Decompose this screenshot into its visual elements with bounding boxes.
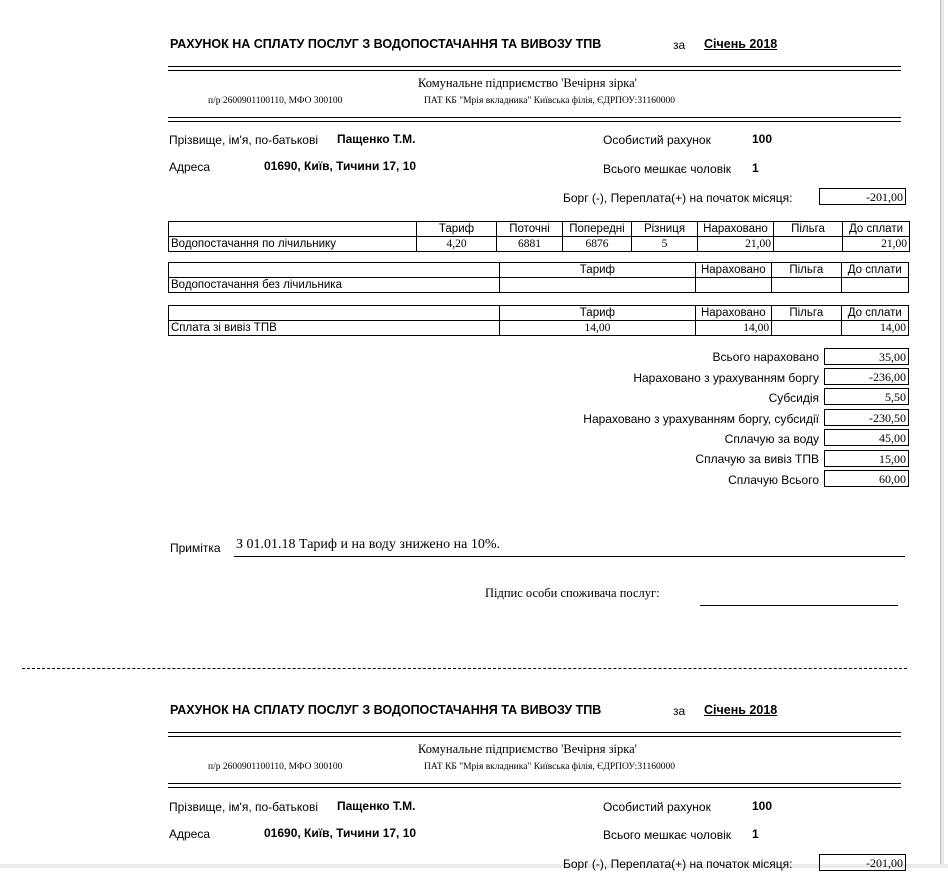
total-label: Сплачую за воду: [724, 432, 819, 446]
company-name: Комунальне підприємство 'Вечірня зірка': [418, 76, 637, 90]
page-right-edge: [940, 0, 944, 868]
total-label: Всього нараховано: [712, 350, 819, 364]
total-value: -236,00: [824, 368, 909, 385]
period-prefix: за: [673, 38, 686, 52]
col-tariff: Тариф: [500, 306, 695, 321]
benefit-value: [774, 237, 843, 252]
account-label: Особистий рахунок: [603, 133, 711, 147]
total-label: Сплачую Всього: [728, 473, 819, 487]
bank-name: ПАТ КБ "Мрія вкладника" Київська філія, ЄДРПОУ:31160000: [424, 762, 675, 772]
customer-address: 01690, Київ, Тичини 17, 10: [264, 826, 417, 840]
col-diff: Різниця: [632, 222, 698, 237]
company-rule-bottom: [168, 787, 901, 788]
charged-value: 21,00: [698, 237, 774, 252]
note-label: Примітка: [170, 541, 221, 555]
previous-reading: 6876: [563, 237, 632, 252]
residents-count: 1: [752, 827, 759, 841]
table-row: [169, 321, 909, 336]
debt-value: -201,00: [819, 188, 906, 205]
company-rule-top: [168, 783, 901, 784]
table-row: [169, 237, 910, 252]
total-label: Нараховано з урахуванням боргу: [633, 371, 819, 385]
col-charged: Нараховано: [695, 263, 772, 278]
customer-address: 01690, Київ, Тичини 17, 10: [264, 159, 417, 173]
benefit-value: [772, 278, 841, 293]
bank-account: п/р 2600901100110, МФО 300100: [208, 96, 343, 106]
col-to-pay: До сплати: [841, 306, 908, 321]
debt-label: Борг (-), Переплата(+) на початок місяця:: [563, 857, 793, 871]
period-prefix: за: [673, 704, 686, 718]
total-label: Сплачую за вивіз ТПВ: [695, 452, 819, 466]
water-meter-table: [168, 221, 910, 252]
reading-diff: 5: [632, 237, 698, 252]
company-rule-bottom: [168, 121, 901, 122]
tariff-value: 4,20: [417, 237, 497, 252]
service-name: Водопостачання по лічильнику: [169, 237, 417, 252]
debt-value: -201,00: [819, 854, 906, 871]
signature-line: [700, 605, 898, 606]
account-number: 100: [752, 132, 773, 146]
header-rule-bottom: [168, 736, 901, 737]
header-rule-top: [168, 732, 901, 733]
col-to-pay: До сплати: [841, 263, 908, 278]
benefit-value: [772, 321, 841, 336]
total-value: 5,50: [824, 388, 909, 405]
customer-name: Пащенко Т.М.: [337, 799, 416, 813]
col-to-pay: До сплати: [843, 222, 910, 237]
tariff-value: [500, 278, 695, 293]
residents-count: 1: [752, 161, 759, 175]
col-tariff: Тариф: [500, 263, 695, 278]
page-bottom-edge: [0, 864, 948, 868]
residents-label: Всього мешкає чоловік: [603, 162, 732, 176]
total-value: 35,00: [824, 348, 909, 365]
header-rule-top: [168, 66, 901, 67]
total-label: Нараховано з урахуванням боргу, субсидії: [583, 412, 819, 426]
to-pay-value: 14,00: [841, 321, 908, 336]
account-number: 100: [752, 799, 773, 813]
col-charged: Нараховано: [698, 222, 774, 237]
address-label: Адреса: [169, 827, 211, 841]
current-reading: 6881: [497, 237, 563, 252]
total-value: 15,00: [824, 450, 909, 467]
total-value: 45,00: [824, 429, 909, 446]
col-tariff: Тариф: [417, 222, 497, 237]
charged-value: [695, 278, 772, 293]
cut-line: [22, 668, 907, 669]
col-previous: Попередні: [563, 222, 632, 237]
to-pay-value: 21,00: [843, 237, 910, 252]
tariff-value: 14,00: [500, 321, 695, 336]
debt-label: Борг (-), Переплата(+) на початок місяця:: [563, 191, 793, 205]
invoice-title: РАХУНОК НА СПЛАТУ ПОСЛУГ З ВОДОПОСТАЧАННЯ ТА ВИВОЗУ ТПВ: [170, 703, 602, 717]
col-benefit: Пільга: [774, 222, 843, 237]
col-benefit: Пільга: [772, 306, 841, 321]
billing-month: Січень 2018: [704, 37, 778, 51]
account-label: Особистий рахунок: [603, 800, 711, 814]
total-value: 60,00: [824, 470, 909, 487]
residents-label: Всього мешкає чоловік: [603, 828, 732, 842]
address-label: Адреса: [169, 160, 211, 174]
charged-value: 14,00: [695, 321, 772, 336]
service-name: Сплата зі вивіз ТПВ: [169, 321, 500, 336]
service-name: Водопостачання без лічильника: [169, 278, 500, 293]
signature-label: Підпис особи споживача послуг:: [485, 586, 660, 600]
company-rule-top: [168, 117, 901, 118]
header-rule-bottom: [168, 70, 901, 71]
note-underline: [234, 556, 905, 557]
col-current: Поточні: [497, 222, 563, 237]
name-label: Прізвище, ім'я, по-батькові: [169, 800, 319, 814]
billing-month: Січень 2018: [704, 703, 778, 717]
note-text: З 01.01.18 Тариф и на воду знижено на 10%.: [236, 537, 501, 552]
table-header-row: [169, 222, 910, 237]
table-header-row: [169, 263, 909, 278]
table-row: [169, 278, 909, 293]
total-value: -230,50: [824, 409, 909, 426]
water-nometer-table: [168, 262, 909, 293]
customer-name: Пащенко Т.М.: [337, 132, 416, 146]
table-header-row: [169, 306, 909, 321]
company-name: Комунальне підприємство 'Вечірня зірка': [418, 742, 637, 756]
to-pay-value: [841, 278, 908, 293]
bank-account: п/р 2600901100110, МФО 300100: [208, 762, 343, 772]
waste-table: [168, 305, 909, 336]
name-label: Прізвище, ім'я, по-батькові: [169, 133, 319, 147]
col-benefit: Пільга: [772, 263, 841, 278]
total-label: Субсидія: [768, 391, 819, 405]
bank-name: ПАТ КБ "Мрія вкладника" Київська філія, ЄДРПОУ:31160000: [424, 96, 675, 106]
col-charged: Нараховано: [695, 306, 772, 321]
invoice-title: РАХУНОК НА СПЛАТУ ПОСЛУГ З ВОДОПОСТАЧАННЯ ТА ВИВОЗУ ТПВ: [170, 37, 602, 51]
